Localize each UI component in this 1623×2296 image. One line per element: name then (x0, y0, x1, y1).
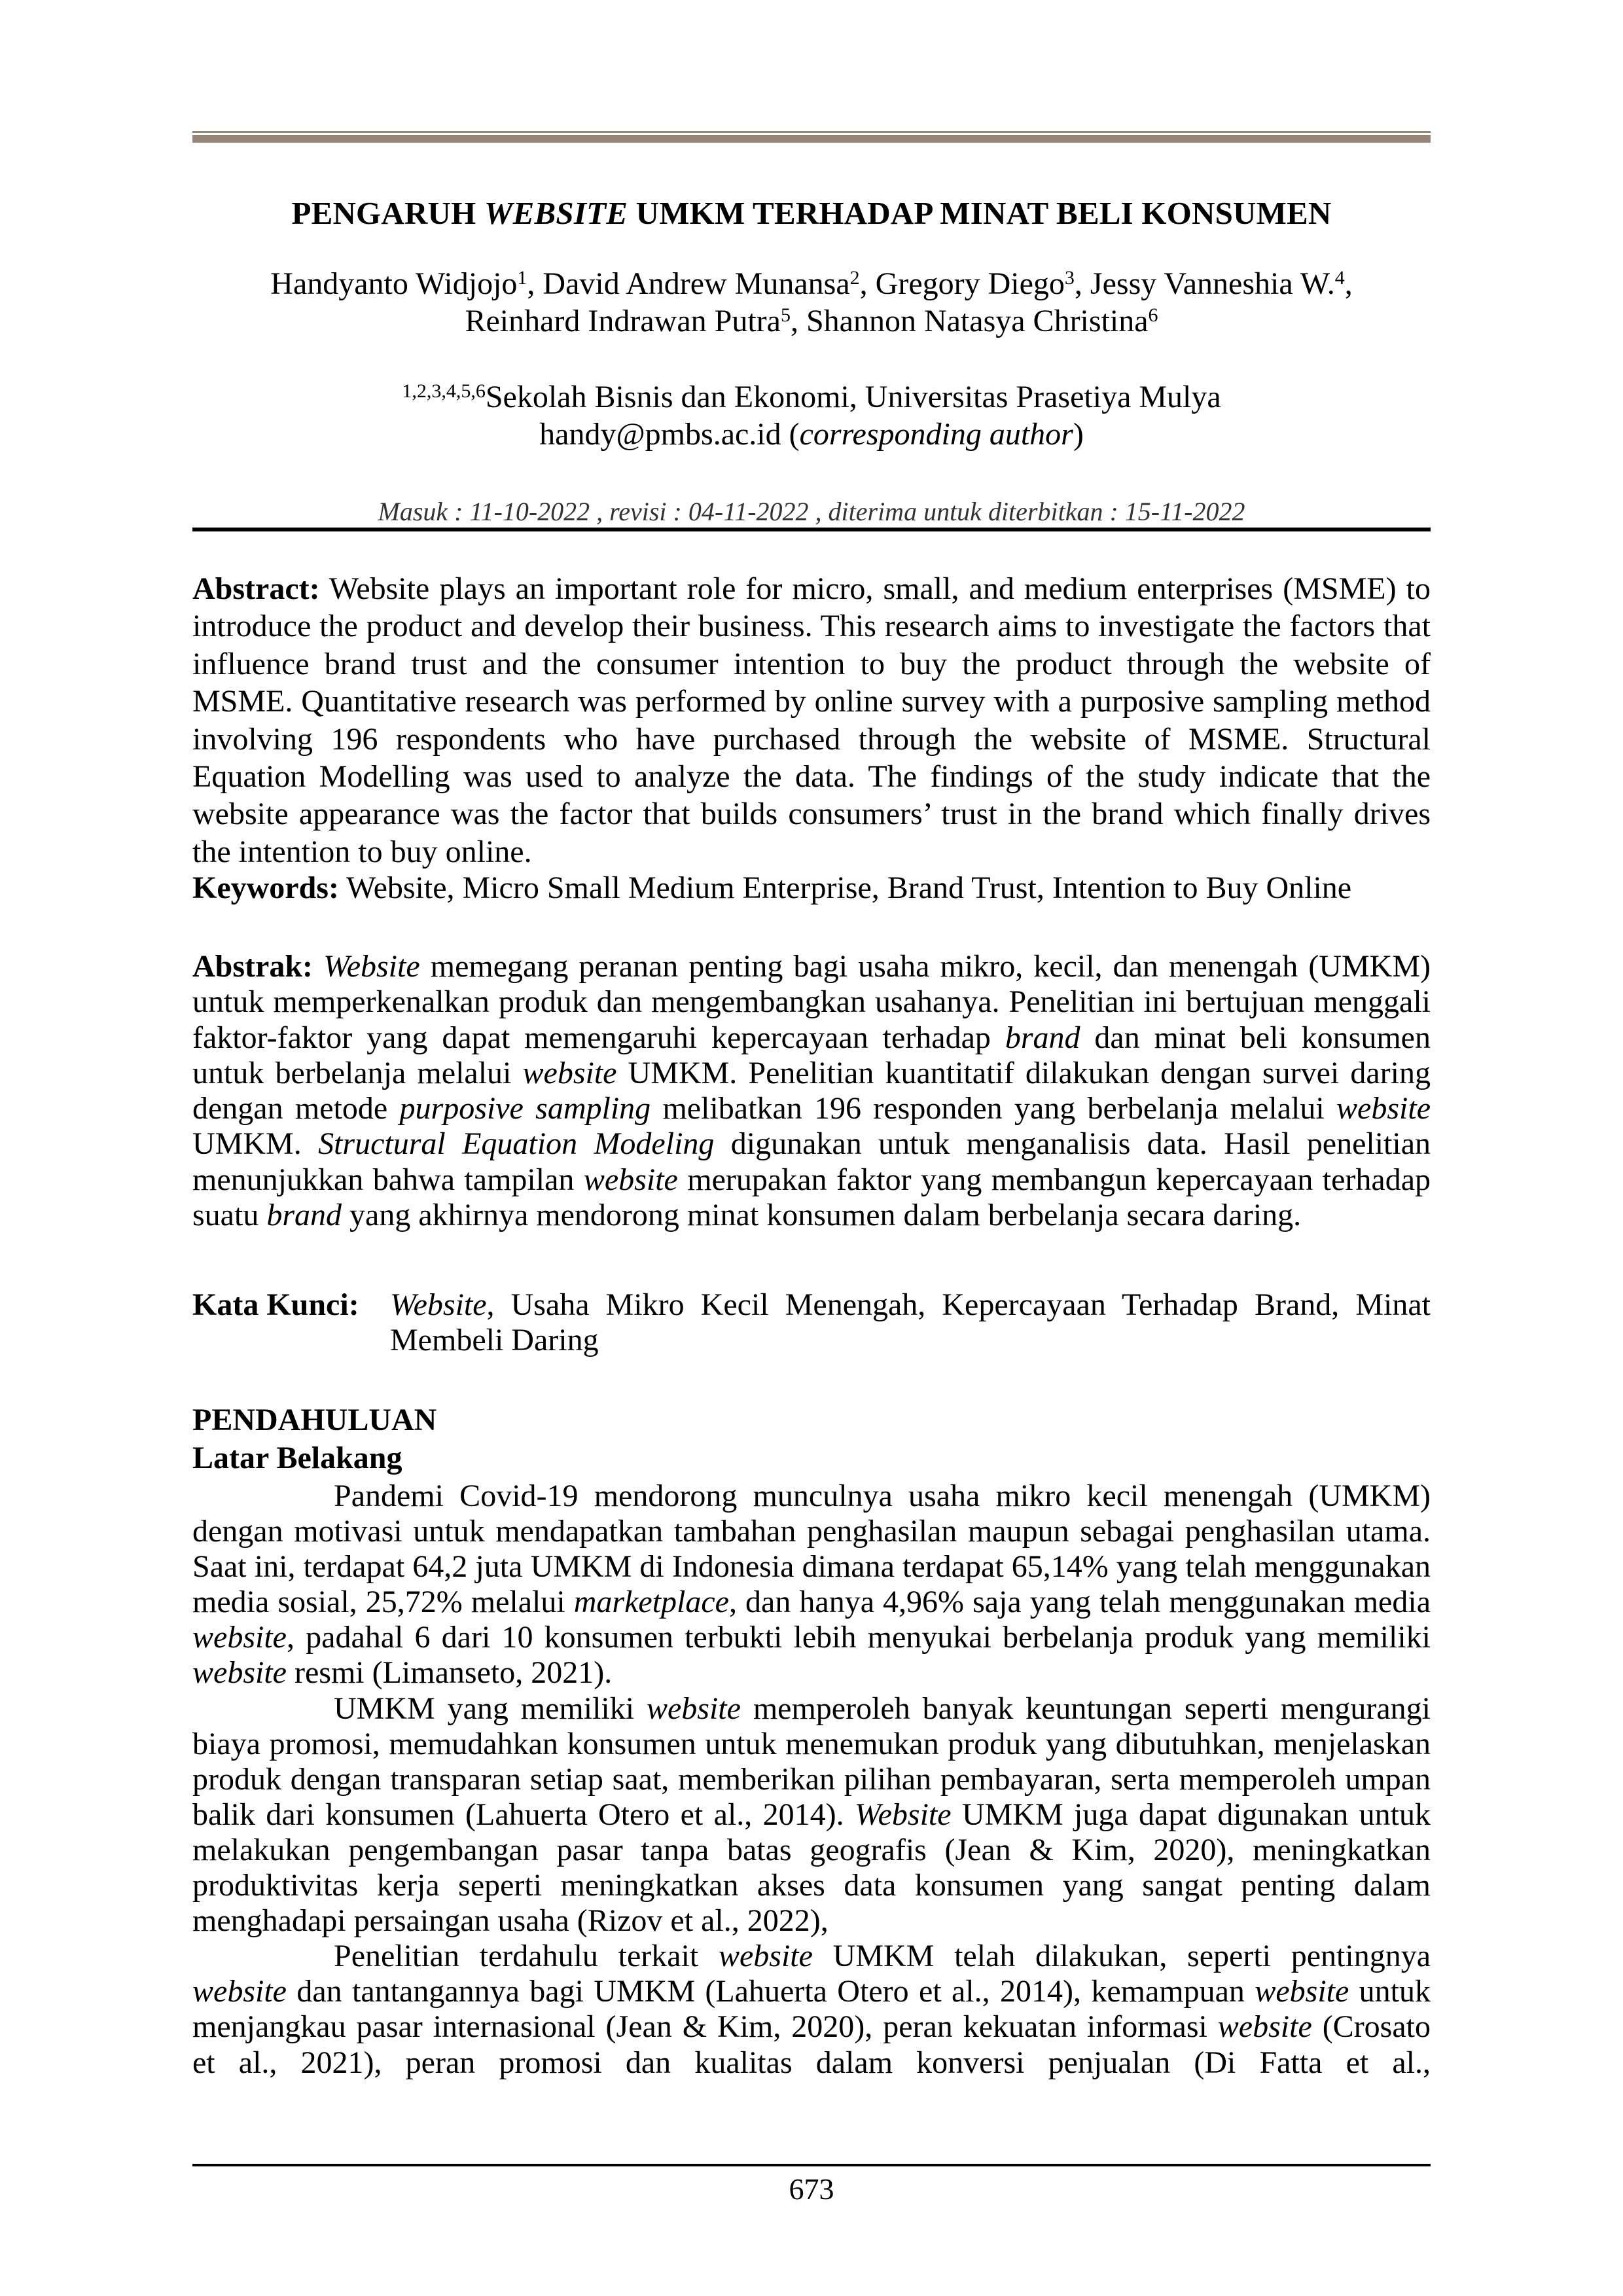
header-divider (192, 528, 1431, 531)
author: Jessy Vanneshia W.$^4$ (1090, 266, 1345, 301)
text-run: UMKM juga dapat digunakan untuk melakukan pengembangan pasar tanpa batas geografis (Jean & Kim, 2020), meningkatkan produktivitas kerja seperti meningkatkan akses data konsumen yang sangat penting dalam menghadapi persaingan usaha (Rizov et al., 2022), (192, 1797, 1431, 1939)
text-run: , padahal 6 dari 10 konsumen terbukti lebih menyukai berbelanja produk yang memiliki (286, 1620, 1431, 1655)
text-run: UMKM yang memiliki (334, 1691, 647, 1726)
italic-term: website (718, 1939, 813, 1974)
italic-term: purposive sampling (399, 1091, 651, 1126)
section-heading: PENDAHULUAN (192, 1403, 437, 1437)
italic-term: marketplace (573, 1585, 729, 1620)
text-run: UMKM. (192, 1126, 319, 1162)
subsection-heading: Latar Belakang (192, 1441, 402, 1475)
text-run: (Crosato et al., 2021), peran promosi dan kualitas dalam konversi penjualan (Di Fatta et al., (192, 2009, 1431, 2080)
header-rule-thin (192, 131, 1431, 133)
title-part: PENGARUH (291, 195, 484, 231)
kata-kunci-label: Kata Kunci: (192, 1287, 359, 1322)
abstract-label: Abstract: (192, 571, 320, 606)
footer-rule (192, 2164, 1431, 2166)
italic-term: website (192, 1620, 287, 1655)
italic-term: brand (1005, 1020, 1080, 1055)
email-link[interactable]: handy@pmbs.ac.id (539, 417, 781, 452)
header-rule-thick (192, 135, 1431, 143)
italic-term: website (583, 1162, 678, 1197)
author-list (192, 265, 1431, 340)
affiliation-text: Sekolah Bisnis dan Ekonomi, Universitas Prasetiya Mulya (485, 380, 1221, 414)
kata-kunci-text: Website, Usaha Mikro Kecil Menengah, Kepercayaan Terhadap Brand, Minat Membeli Daring (390, 1287, 1431, 1358)
abstract-english (192, 570, 1431, 870)
italic-term: Website (855, 1797, 952, 1832)
text-run: Pandemi Covid-19 mendorong munculnya usaha mikro kecil menengah (UMKM) dengan motivasi untuk mendapatkan tambahan penghasilan maupun sebagai penghasilan utama. Saat ini, terdapat 64,2 juta UMKM di Indonesia dimana terdapat 65,14% yang telah menggunakan media sosial, 25,72% melalui (192, 1479, 1431, 1620)
keywords-indonesian (192, 1287, 1431, 1359)
italic-term: brand (266, 1198, 342, 1233)
affiliation (192, 378, 1431, 416)
text-run: Penelitian terdahulu terkait (334, 1939, 719, 1974)
text-run: yang akhirnya mendorong minat konsumen dalam berbelanja secara daring. (342, 1198, 1302, 1233)
author: Reinhard Indrawan Putra$^5$ (465, 304, 791, 338)
italic-term: website (646, 1691, 741, 1726)
affiliation-markers: 1,2,3,4,5,6 (402, 380, 486, 402)
page-number: 673 (789, 2172, 834, 2206)
text-run: UMKM telah dilakukan, seperti pentingnya (812, 1939, 1431, 1974)
body-text (192, 1479, 1431, 2081)
text-run: untuk menjangkau pasar internasional (Jean & Kim, 2020), peran kekuatan informasi (192, 1974, 1431, 2045)
author-line-2: Reinhard Indrawan Putra$^5$, Shannon Natasya Christina$^6$ (465, 304, 1158, 338)
text-run: melibatkan 196 responden yang berbelanja melalui (651, 1091, 1337, 1126)
text-run: resmi (Limanseto, 2021). (286, 1655, 613, 1691)
italic-term: Structural Equation Modeling (318, 1126, 715, 1162)
italic-term: website (1336, 1091, 1431, 1126)
author: Shannon Natasya Christina$^6$ (806, 304, 1158, 338)
author: David Andrew Munansa$^2$ (543, 266, 860, 301)
text-run: dan minat beli konsumen untuk berbelanja melalui (192, 1020, 1431, 1090)
italic-term: website (192, 1655, 287, 1691)
author: Handyanto Widjojo$^1$ (270, 266, 527, 301)
affiliation-block (192, 378, 1431, 453)
title-italic-part: WEBSITE (484, 195, 628, 231)
submission-dates: Masuk : 11-10-2022 , revisi : 04-11-2022 , diterima untuk diterbitkan : 15-11-2022 (378, 497, 1245, 526)
text-run: memegang peranan penting bagi usaha mikro, kecil, dan menengah (UMKM) untuk memperkenalkan produk dan mengembangkan usahanya. Penelitian ini bertujuan menggali faktor-faktor yang dapat memengaruhi kepercayaan terhadap (192, 949, 1431, 1055)
italic-term: website (1255, 1974, 1349, 2009)
author-line-1: Handyanto Widjojo$^1$, David Andrew Munansa$^2$, Gregory Diego$^3$, Jessy Vanneshia W.$^4$, (270, 266, 1353, 301)
email-note: corresponding author (799, 417, 1073, 452)
text-run: digunakan untuk menganalisis data. Hasil penelitian menunjukkan bahwa tampilan (192, 1126, 1431, 1197)
abstract-text: Website plays an important role for micro, small, and medium enterprises (MSME) to introduce the product and develop their business. This research aims to investigate the factors that influence brand trust and the consumer intention to buy the product through the website of MSME. Quantitative research was performed by online survey with a purposive sampling method involving 196 respondents who have purchased through the website of MSME. Structural Equation Modelling was used to analyze the data. The findings of the study indicate that the website appearance was the factor that builds consumers’ trust in the brand which finally drives the intention to buy online. (192, 571, 1431, 869)
body-paragraph (192, 1691, 1431, 1939)
text-run: dan tantangannya bagi UMKM (Lahuerta Otero et al., 2014), kemampuan (286, 1974, 1255, 2009)
keywords-english (192, 869, 1431, 906)
author: Gregory Diego$^3$ (875, 266, 1075, 301)
keywords-text: Website, Micro Small Medium Enterprise, Brand Trust, Intention to Buy Online (346, 870, 1352, 905)
contact-email-line: handy@pmbs.ac.id (corresponding author) (539, 417, 1084, 452)
body-paragraph (192, 1939, 1431, 2080)
abstract-indonesian (192, 949, 1431, 1233)
abstrak-label: Abstrak: (192, 949, 313, 984)
text-run: merupakan faktor yang membangun kepercayaan terhadap suatu (192, 1162, 1431, 1233)
body-paragraph (192, 1479, 1431, 1691)
paper-title (192, 194, 1431, 233)
italic-term: website (1217, 2009, 1312, 2045)
text-run: UMKM. Penelitian kuantitatif dilakukan dengan survei daring dengan metode (192, 1055, 1431, 1126)
italic-term: website (522, 1055, 617, 1090)
abstrak-text (192, 949, 1431, 1232)
text-run: memperoleh banyak keuntungan seperti mengurangi biaya promosi, memudahkan konsumen untuk menemukan produk yang dibutuhkan, menjelaskan produk dengan transparan setiap saat, memberikan pilihan pembayaran, serta memperoleh umpan balik dari konsumen (Lahuerta Otero et al., 2014). (192, 1691, 1431, 1832)
title-part: UMKM TERHADAP MINAT BELI KONSUMEN (628, 195, 1332, 231)
keywords-label: Keywords: (192, 870, 339, 905)
italic-term: Website (323, 949, 420, 984)
text-run: , dan hanya 4,96% saja yang telah menggunakan media (728, 1585, 1431, 1620)
italic-term: website (192, 1974, 287, 2009)
